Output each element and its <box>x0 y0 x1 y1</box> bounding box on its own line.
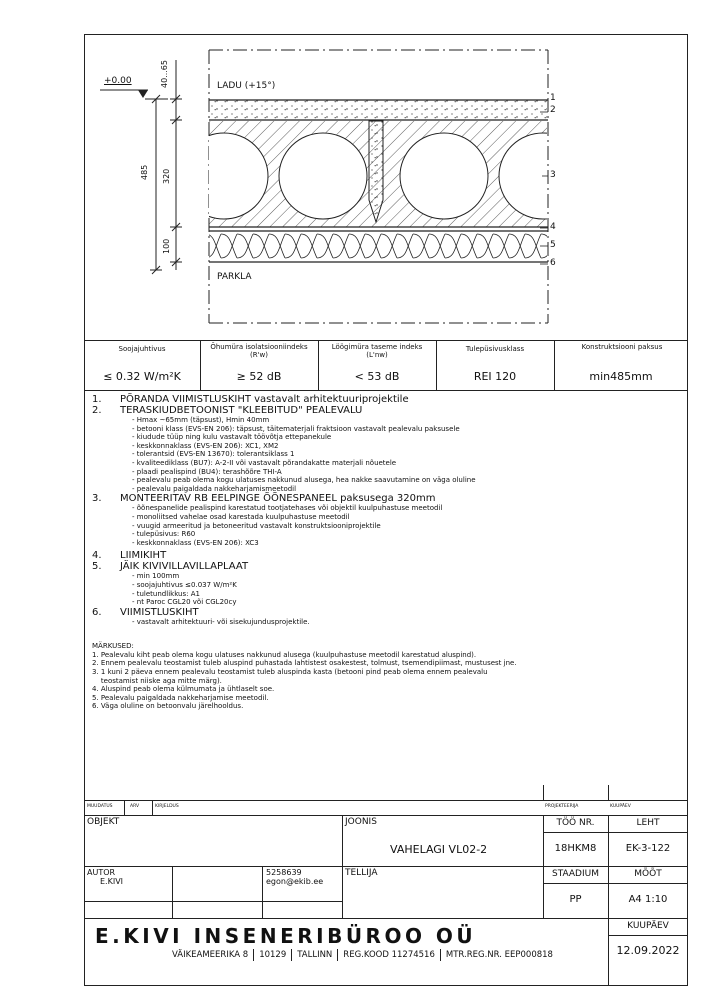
kuupaev-label: KUUPÄEV <box>627 921 669 931</box>
layer-note-item: - kvaliteediklass (BU7): A-2-II või vastavalt põrandakatte materjali nõuetele <box>132 458 397 467</box>
address-part: MTR.REG.NR. EEP000818 <box>445 950 553 960</box>
layer-note-item: - õõnespanelide pealispind karestatud tootjatehases või objektil kuulpuhastuse meetodil <box>132 504 443 513</box>
remark-item: 1. Pealevalu kiht peab olema kogu ulatuses nakkunud alusega (kuulpuhastuse meetodil karestatud aluspind). <box>92 650 477 659</box>
dim-screed: 40...65 <box>160 60 169 88</box>
layer-number: 2 <box>550 105 556 115</box>
staadium-label: STAADIUM <box>551 869 599 879</box>
insulation-fiber <box>269 234 285 258</box>
address-separator <box>337 949 338 961</box>
insulation-fiber <box>525 234 541 258</box>
address-part: VÄIKEAMEERIKA 8 <box>172 950 249 960</box>
insulation-fiber <box>317 234 333 258</box>
insulation-fiber <box>253 234 269 258</box>
layer-note <box>92 607 682 618</box>
insulation-fiber <box>301 234 317 258</box>
autor: E.KIVI <box>100 877 124 886</box>
address-part: 10129 <box>259 950 287 960</box>
layer-note-item: - vuugid armeeritud ja betoneeritud vastavalt konstruktsiooniprojektile <box>132 521 381 530</box>
level-label: +0.00 <box>104 76 132 86</box>
layer-note-item: - vastavalt arhitektuuri- või sisekujundusprojektile. <box>132 617 310 626</box>
phone: 5258639 <box>266 868 302 877</box>
objekt-label: OBJEKT <box>87 817 120 827</box>
kuupaev: 12.09.2022 <box>616 944 680 957</box>
prop-value-rei: REI 120 <box>473 370 517 383</box>
insulation-fiber <box>509 234 525 258</box>
layer-number: 5 <box>550 240 556 250</box>
prop-header-thickness: Konstruktsiooni paksus <box>581 343 663 351</box>
floor-section-drawing <box>84 34 688 340</box>
layer-note-item: - pealevalu peab olema kogu ulatuses nakkunud alusega, hea nakke saavutamine on väga oluline <box>132 476 476 485</box>
layer-note-item: - tulepüsivus: R60 <box>132 530 196 539</box>
tellija-label: TELLIJA <box>345 868 378 878</box>
prop-header-rw: Õhumüra isolatsiooniindeks (R'w) <box>210 343 308 359</box>
layer-note-item: - soojajuhtivus ≤0.037 W/m²K <box>132 580 237 589</box>
rev-arv: ARV <box>130 804 140 809</box>
remark-item: 4. Aluspind peab olema külmumata ja ühtlaselt soe. <box>92 685 275 694</box>
layer-note-item: - tuletundlikkus: A1 <box>132 589 200 598</box>
leht-label: LEHT <box>636 818 660 828</box>
prop-header-rei: Tulepüsivusklass <box>465 345 525 353</box>
prop-value-lnw: < 53 dB <box>354 370 400 383</box>
insulation-fiber <box>429 234 445 258</box>
layer-note-number: 3. <box>92 493 102 505</box>
insulation-fiber <box>365 234 381 258</box>
company-address <box>172 951 553 961</box>
dim-total: 485 <box>140 164 149 180</box>
insulation-fiber <box>285 234 301 258</box>
insulation-fiber <box>333 234 349 258</box>
prop-value-u: ≤ 0.32 W/m²K <box>103 370 181 383</box>
leht: EK-3-122 <box>625 843 671 854</box>
insulation-fiber <box>477 234 493 258</box>
layer-number: 3 <box>550 170 556 180</box>
remark-item: 2. Ennem pealevalu teostamist tuleb aluspind puhastada lahtistest osakestest, tolmust, tsemendipiimast, mustusest jne. <box>92 659 517 668</box>
layer-number: 4 <box>550 222 556 232</box>
prop-value-rw: ≥ 52 dB <box>236 370 282 383</box>
moot-label: MÕÕT <box>634 869 662 879</box>
layer-note-number: 5. <box>92 561 102 573</box>
layer-note-title: JÄIK KIVIVILLAVILLAPLAAT <box>120 561 249 573</box>
layer-note-item: - monoliitsed vahelae osad karestada kuulpuhastuse meetodil <box>132 512 350 521</box>
autor-label: AUTOR <box>87 868 116 877</box>
rev-projekteerija: PROJEKTEERIJA <box>545 804 579 809</box>
remark-item: 6. Väga oluline on betoonvalu järelhooldus. <box>92 702 244 711</box>
insulation-fiber <box>349 234 365 258</box>
layer-note-item: - keskkonnaklass (EVS-EN 206): XC1, XM2 <box>132 441 279 450</box>
layer-note <box>92 394 682 405</box>
layer-note-item: - pealevalu paigaldada nakkeharjamismeetodil <box>132 484 297 493</box>
insulation-fiber <box>413 234 429 258</box>
dim-insulation: 100 <box>162 238 171 254</box>
layer-note-item: - plaadi pealispind (BU4): terashõõre THI-A <box>132 467 282 476</box>
insulation-fiber <box>381 234 397 258</box>
layer-note-number: 2. <box>92 405 102 416</box>
insulation-fiber <box>205 234 221 258</box>
prop-header-lnw: Löögimüra taseme indeks (L'nw) <box>331 343 423 359</box>
bottom-space-label: PARKLA <box>217 272 252 282</box>
layer-note-title: MONTEERITAV RB EELPINGE ÕÕNESPANEEL paksusega 320mm <box>120 493 436 505</box>
layer-note <box>92 561 682 572</box>
layer-note-number: 4. <box>92 550 102 562</box>
layer-note-item: - betooni klass (EVS-EN 206): täpsust, täitematerjali fraktsioon vastavalt pealevalu paksusele <box>132 424 460 433</box>
address-separator <box>253 949 254 961</box>
remarks-title: MÄRKUSED: <box>92 642 134 651</box>
top-space-label: LADU (+15°) <box>217 81 276 91</box>
insulation-fiber <box>557 234 573 258</box>
insulation-fiber <box>445 234 461 258</box>
address-part: TALLINN <box>297 950 333 960</box>
staadium: PP <box>569 894 582 905</box>
rev-kuupaev: KUUPÄEV <box>610 804 631 809</box>
prop-header-u: Soojajuhtivus <box>118 345 166 353</box>
rev-muudatus: MUUDATUS <box>87 804 113 809</box>
joonis-label: JOONIS <box>345 817 377 827</box>
layer-note-number: 1. <box>92 394 102 405</box>
layer-note <box>92 493 682 504</box>
address-separator <box>291 949 292 961</box>
too-nr: 18HKM8 <box>554 843 597 854</box>
layer-note <box>92 405 682 416</box>
insulation-fiber <box>461 234 477 258</box>
dim-slab: 320 <box>162 168 171 184</box>
layer-notes <box>92 394 682 711</box>
layer-note-title: LIIMIKIHT <box>120 550 167 562</box>
layer-note-item: - nt Paroc CGL20 või CGL20cy <box>132 598 237 607</box>
insulation-fiber <box>237 234 253 258</box>
remark-item: teostamist niiske aga mitte märg). <box>92 676 222 685</box>
layer-note-item: - keskkonnaklass (EVS-EN 206): XC3 <box>132 538 259 547</box>
layer-note-title: VIIMISTLUSKIHT <box>120 606 199 618</box>
rev-kirjeldus: KIRJELDUS <box>155 804 179 809</box>
layer-number: 1 <box>550 93 556 103</box>
prop-value-thickness: min485mm <box>589 370 653 383</box>
layer-note-item: - tolerantsid (EVS-EN 13670): tolerantsiklass 1 <box>132 450 295 459</box>
layer-note-item: - min 100mm <box>132 572 180 581</box>
insulation-fiber <box>221 234 237 258</box>
remark-item: 5. Pealevalu paigaldada nakkeharjamise meetodil. <box>92 693 269 702</box>
insulation-fiber <box>397 234 413 258</box>
address-part: REG.KOOD 11274516 <box>343 950 435 960</box>
layer-note-number: 6. <box>92 606 102 618</box>
layer-number: 6 <box>550 258 556 268</box>
address-separator <box>440 949 441 961</box>
remark-item: 3. 1 kuni 2 päeva ennem pealevalu teostamist tuleb aluspinda kasta (betooni pind peab olema ennem pealevalu <box>92 668 488 677</box>
layer-note-item: - kiudude tüüp ning kulu vastavalt töövõtja ettepanekule <box>132 433 332 442</box>
layer-note <box>92 550 682 561</box>
layer-note-title: TERASKIUDBETOONIST "KLEEBITUD" PEALEVALU <box>120 405 363 416</box>
layer-note-title: PÕRANDA VIIMISTLUSKIHT vastavalt arhitektuuriprojektile <box>120 394 409 405</box>
moot: A4 1:10 <box>628 894 668 905</box>
layer-note-item: - Hmax ~65mm (täpsust), Hmin 40mm <box>132 416 270 424</box>
drawing-title: VAHELAGI VL02-2 <box>390 843 488 856</box>
too-nr-label: TÖÖ NR. <box>556 818 595 828</box>
email: egon@ekib.ee <box>266 877 324 886</box>
insulation-fiber <box>493 234 509 258</box>
company-name: E.KIVI INSENERIBÜROO OÜ <box>95 924 477 948</box>
